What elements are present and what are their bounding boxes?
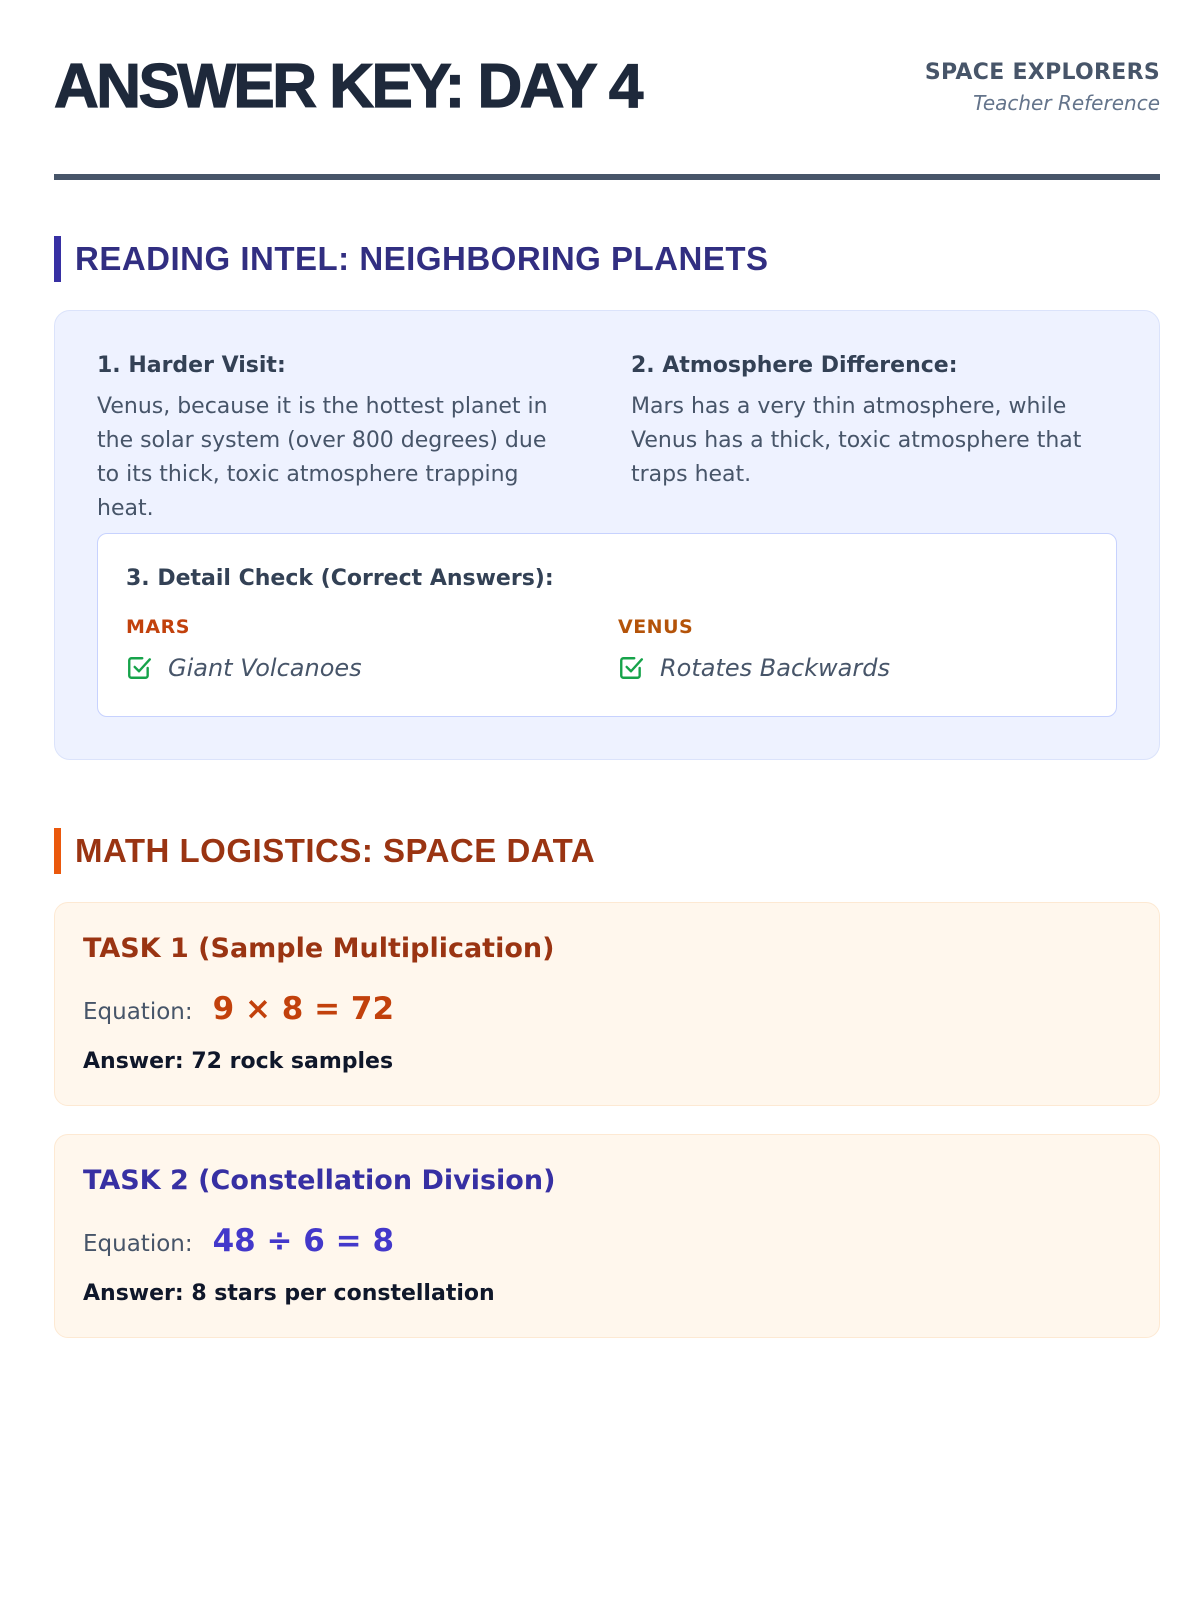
task-2-title: TASK 2 (Constellation Division) bbox=[83, 1165, 556, 1196]
task-1-equation: 9 × 8 = 72 bbox=[212, 991, 395, 1027]
header bbox=[54, 52, 1160, 122]
detail-check-title: 3. Detail Check (Correct Answers): bbox=[126, 566, 554, 591]
venus-answer: Rotates Backwards bbox=[660, 654, 890, 682]
reading-section-heading: READING INTEL: NEIGHBORING PLANETS bbox=[54, 236, 769, 282]
venus-column bbox=[618, 616, 890, 682]
venus-label: VENUS bbox=[618, 616, 694, 638]
mars-column bbox=[126, 616, 362, 682]
mars-answer: Giant Volcanoes bbox=[168, 654, 362, 682]
checkbox-checked-icon bbox=[126, 655, 152, 681]
venus-answer-row bbox=[618, 654, 890, 682]
task-2-equation-row bbox=[83, 1223, 394, 1259]
question-1-answer: Venus, because it is the hottest planet in the solar system (over 800 degrees) due to its thick, toxic atmosphere trapping heat. bbox=[97, 394, 548, 521]
task-1-title: TASK 1 (Sample Multiplication) bbox=[83, 933, 555, 964]
reading-card bbox=[54, 310, 1160, 760]
brand-name: SPACE EXPLORERS bbox=[924, 60, 1160, 85]
brand-subtitle: Teacher Reference bbox=[973, 91, 1160, 115]
math-section-heading: MATH LOGISTICS: SPACE DATA bbox=[54, 828, 595, 874]
question-1 bbox=[97, 353, 567, 526]
question-2-answer: Mars has a very thin atmosphere, while Venus has a thick, toxic atmosphere that traps heat. bbox=[631, 394, 1082, 487]
detail-check-box bbox=[97, 533, 1117, 717]
mars-answer-row bbox=[126, 654, 362, 682]
equation-label: Equation: bbox=[83, 1231, 193, 1257]
task-1-card bbox=[54, 902, 1160, 1106]
equation-label: Equation: bbox=[83, 999, 193, 1025]
question-2 bbox=[631, 353, 1101, 492]
question-2-title: 2. Atmosphere Difference: bbox=[631, 353, 958, 378]
task-1-answer: Answer: 72 rock samples bbox=[83, 1049, 394, 1074]
mars-label: MARS bbox=[126, 616, 190, 638]
page-title: ANSWER KEY: DAY 4 bbox=[54, 52, 641, 121]
header-divider bbox=[54, 174, 1160, 180]
task-2-equation: 48 ÷ 6 = 8 bbox=[212, 1223, 395, 1259]
task-2-answer: Answer: 8 stars per constellation bbox=[83, 1281, 495, 1306]
question-1-title: 1. Harder Visit: bbox=[97, 353, 286, 378]
checkbox-checked-icon bbox=[618, 655, 644, 681]
task-1-equation-row bbox=[83, 991, 394, 1027]
brand-block bbox=[925, 60, 1160, 115]
task-2-card bbox=[54, 1134, 1160, 1338]
